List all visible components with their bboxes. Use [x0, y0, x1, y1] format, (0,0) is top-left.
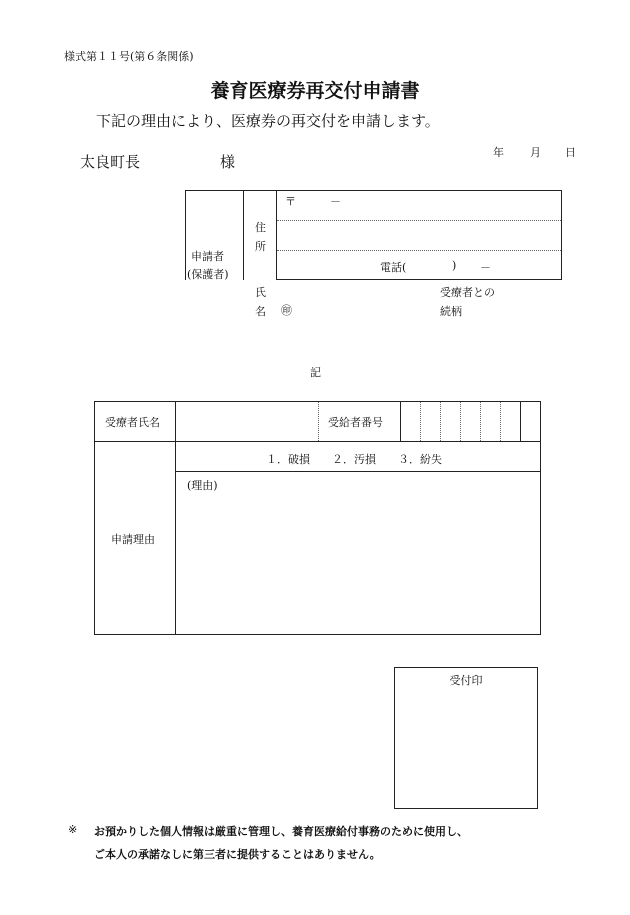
relation-label-2: 続柄: [440, 305, 462, 318]
relation-label-1: 受療者との: [440, 286, 495, 299]
address-label-2: 所: [255, 240, 266, 253]
intro-text: 下記の理由により、医療券の再交付を申請します。: [96, 112, 440, 130]
guardian-label: (保護者): [187, 268, 229, 281]
name-label-1: 氏: [255, 286, 266, 299]
patient-name-label: 受療者氏名: [105, 416, 160, 429]
number-box-left: [400, 401, 401, 441]
date-day-label: 日: [565, 146, 576, 159]
reason-label: 申請理由: [111, 533, 155, 546]
ki-heading: 記: [310, 366, 321, 379]
applicant-top-border: [185, 190, 562, 191]
digit-divider: [420, 402, 421, 441]
name-label-2: 名: [255, 305, 266, 318]
number-box-right: [520, 401, 521, 441]
table-col-divider: [175, 401, 176, 635]
applicant-right-border: [561, 190, 562, 280]
seal-icon: ㊞: [281, 304, 292, 317]
reason-options: １．破損 ２．汚損 ３．紛失: [266, 453, 442, 466]
applicant-divider-1: [243, 190, 244, 280]
digit-divider: [460, 402, 461, 441]
reception-stamp-box: [394, 667, 538, 809]
reason-note: (理由): [187, 479, 218, 492]
applicant-bottom-border: [276, 279, 562, 280]
address-dotted-line-1: [277, 220, 561, 221]
address-dotted-line-2: [277, 250, 561, 251]
table-row-divider-2: [175, 471, 541, 472]
digit-divider: [500, 402, 501, 441]
applicant-label: 申請者: [191, 250, 224, 263]
table-row-divider-1: [94, 441, 541, 442]
number-area-separator: [318, 402, 319, 441]
postal-dash: －: [330, 195, 341, 208]
notice-line-2: ご本人の承諾なしに第三者に提供することはありません。: [94, 848, 381, 861]
applicant-left-border: [185, 190, 186, 280]
applicant-divider-2: [276, 190, 277, 280]
digit-divider: [440, 402, 441, 441]
date-year-label: 年: [493, 146, 504, 159]
phone-label: 電話(: [380, 261, 407, 274]
recipient-number-label: 受給者番号: [328, 416, 383, 429]
address-label-1: 住: [255, 221, 266, 234]
phone-close: ): [452, 259, 457, 272]
notice-mark: ※: [68, 823, 78, 836]
addressee-honorific: 様: [220, 153, 236, 171]
page-title: 養育医療券再交付申請書: [210, 80, 420, 102]
addressee-name: 太良町長: [80, 153, 141, 171]
digit-divider: [480, 402, 481, 441]
postal-mark: 〒: [285, 195, 296, 208]
form-number: 様式第１１号(第６条関係): [64, 50, 194, 63]
date-month-label: 月: [530, 146, 541, 159]
phone-dash: －: [480, 261, 491, 274]
notice-line-1: お預かりした個人情報は厳重に管理し、養育医療給付事務のために使用し、: [94, 825, 468, 838]
reception-stamp-label: 受付印: [449, 674, 483, 687]
